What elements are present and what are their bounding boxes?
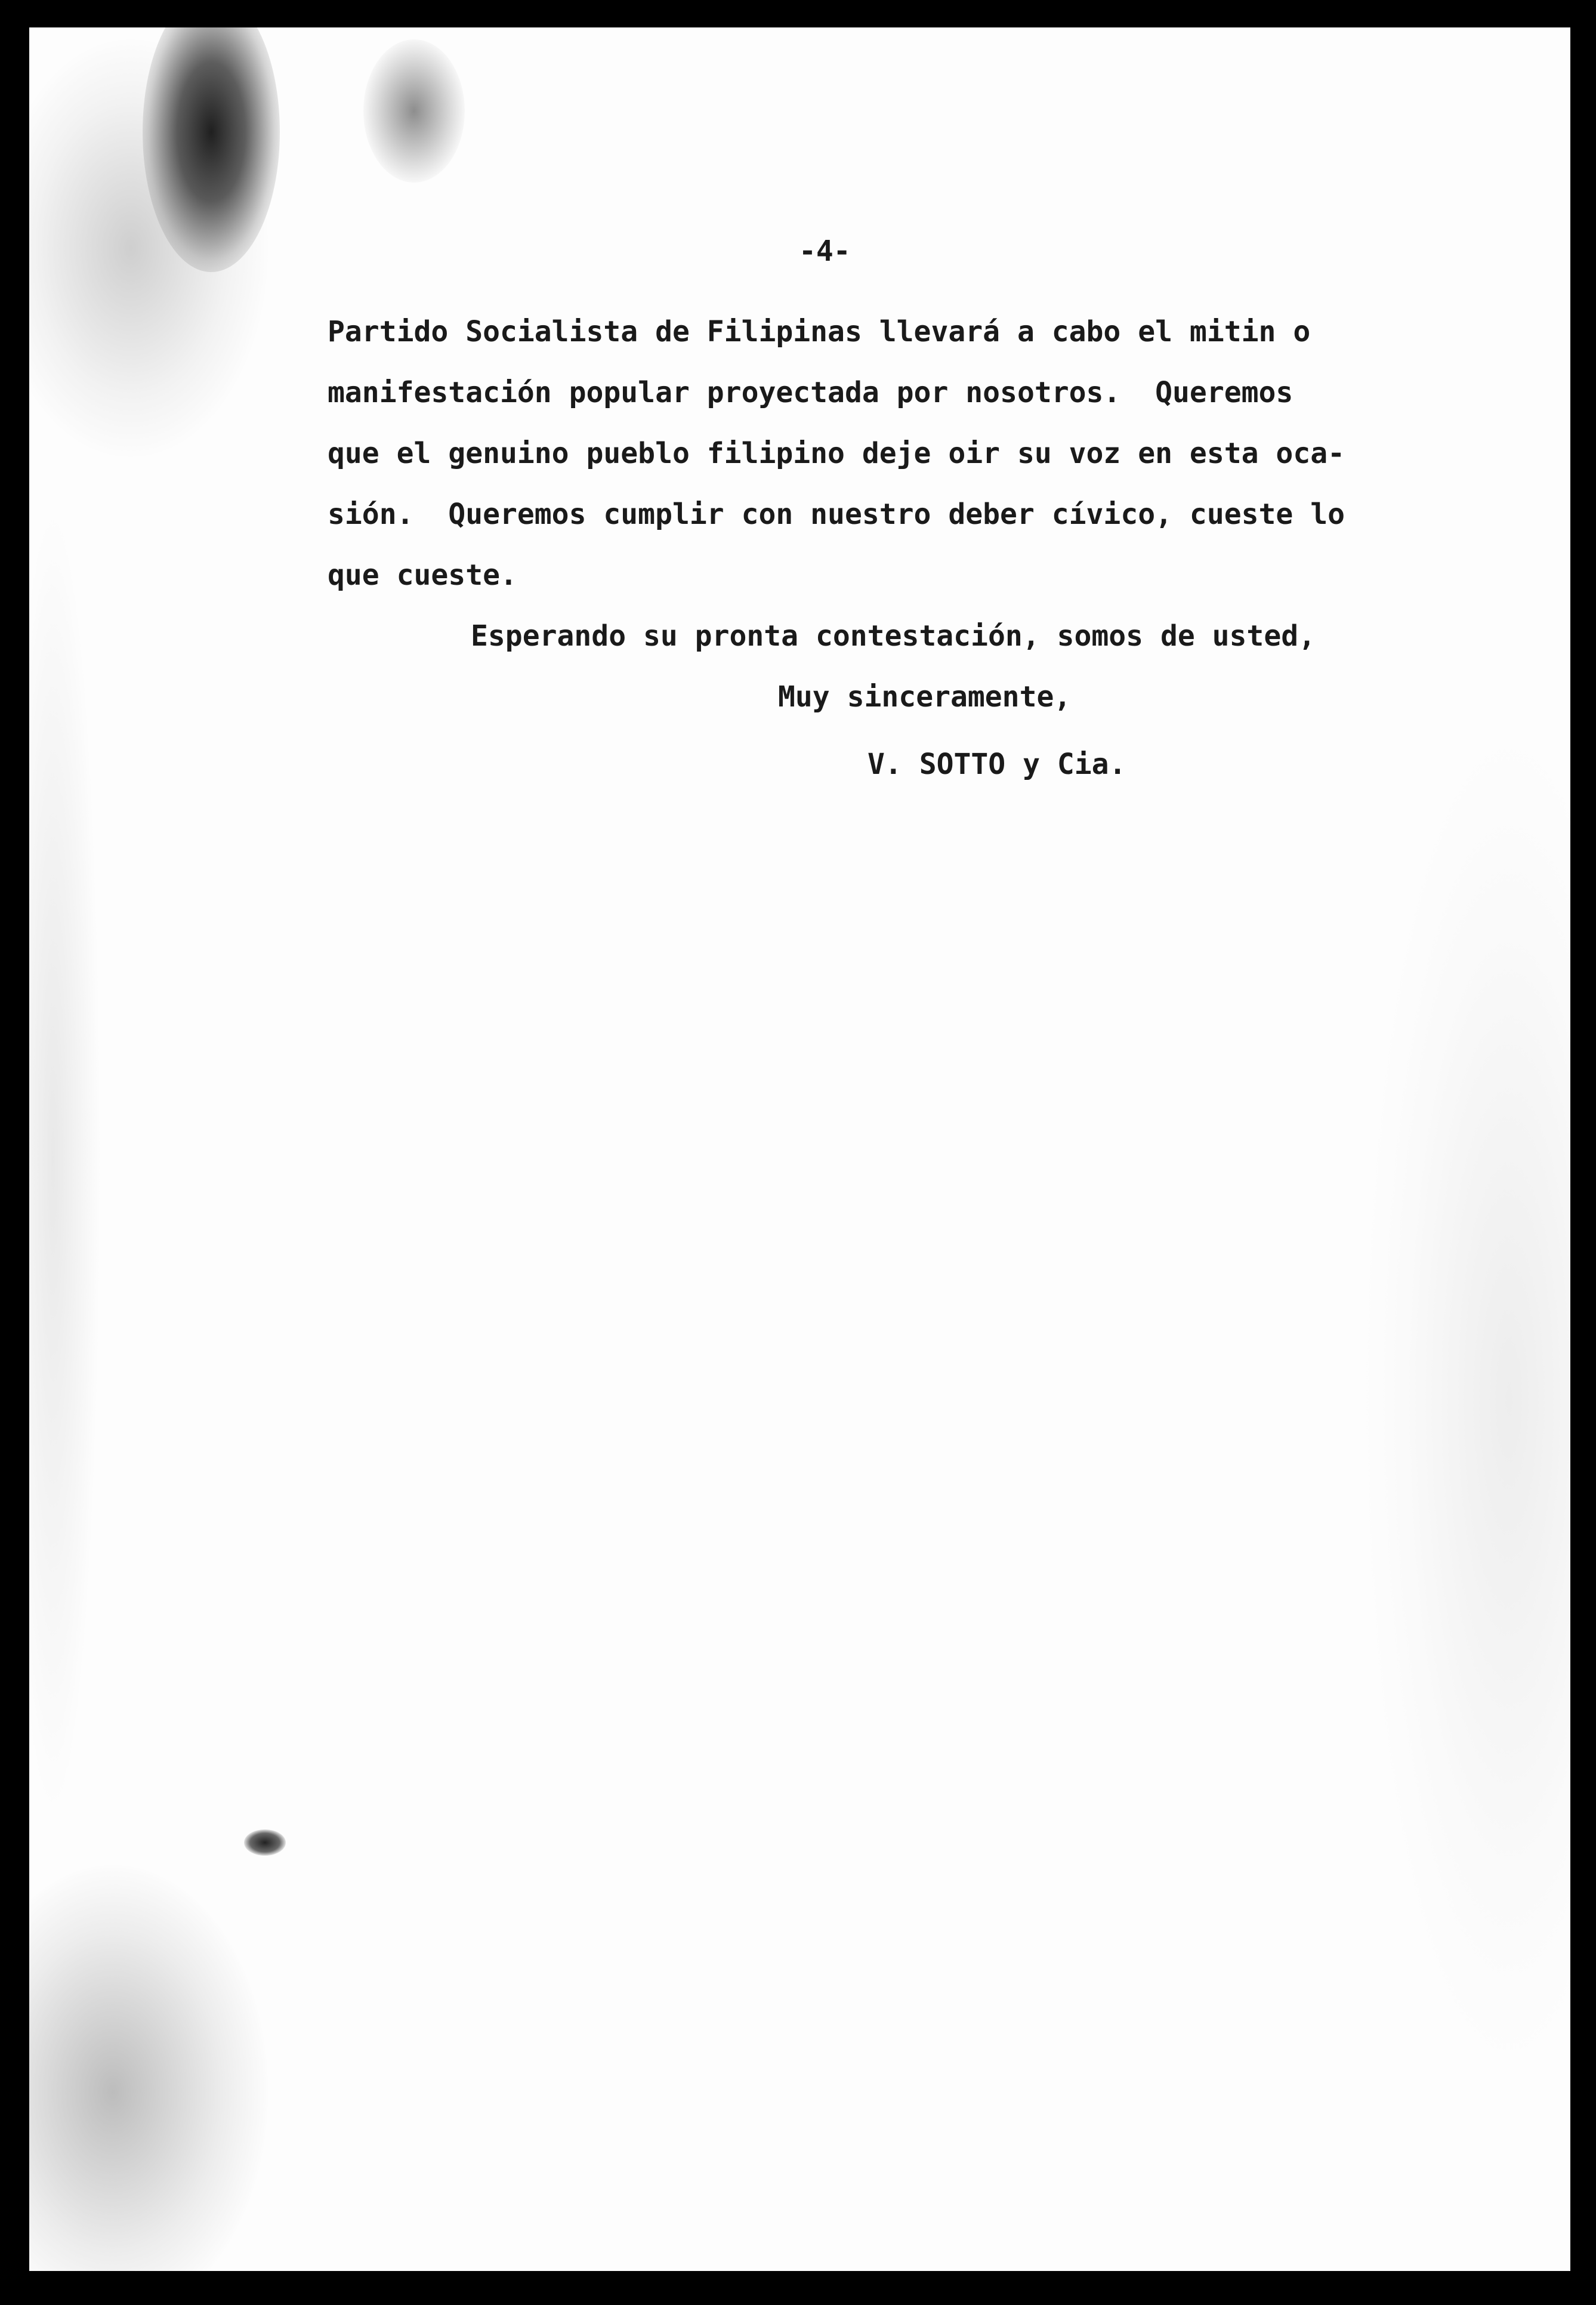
closing-line: Esperando su pronta contestación, somos de usted,: [471, 619, 1316, 653]
letter-text: [29, 27, 1570, 2271]
salutation: Muy sinceramente,: [778, 680, 1072, 714]
body-line: que el genuino pueblo filipino deje oir su voz en esta oca-: [328, 437, 1345, 470]
signature: V. SOTTO y Cia.: [868, 748, 1126, 781]
body-line: Partido Socialista de Filipinas llevará a cabo el mitin o: [328, 315, 1311, 348]
body-line: que cueste.: [328, 558, 517, 592]
page-number: -4-: [799, 234, 851, 268]
document-page: [29, 27, 1570, 2271]
body-line: sión. Queremos cumplir con nuestro deber cívico, cueste lo: [328, 498, 1345, 531]
body-line: manifestación popular proyectada por nosotros. Queremos: [328, 376, 1294, 409]
